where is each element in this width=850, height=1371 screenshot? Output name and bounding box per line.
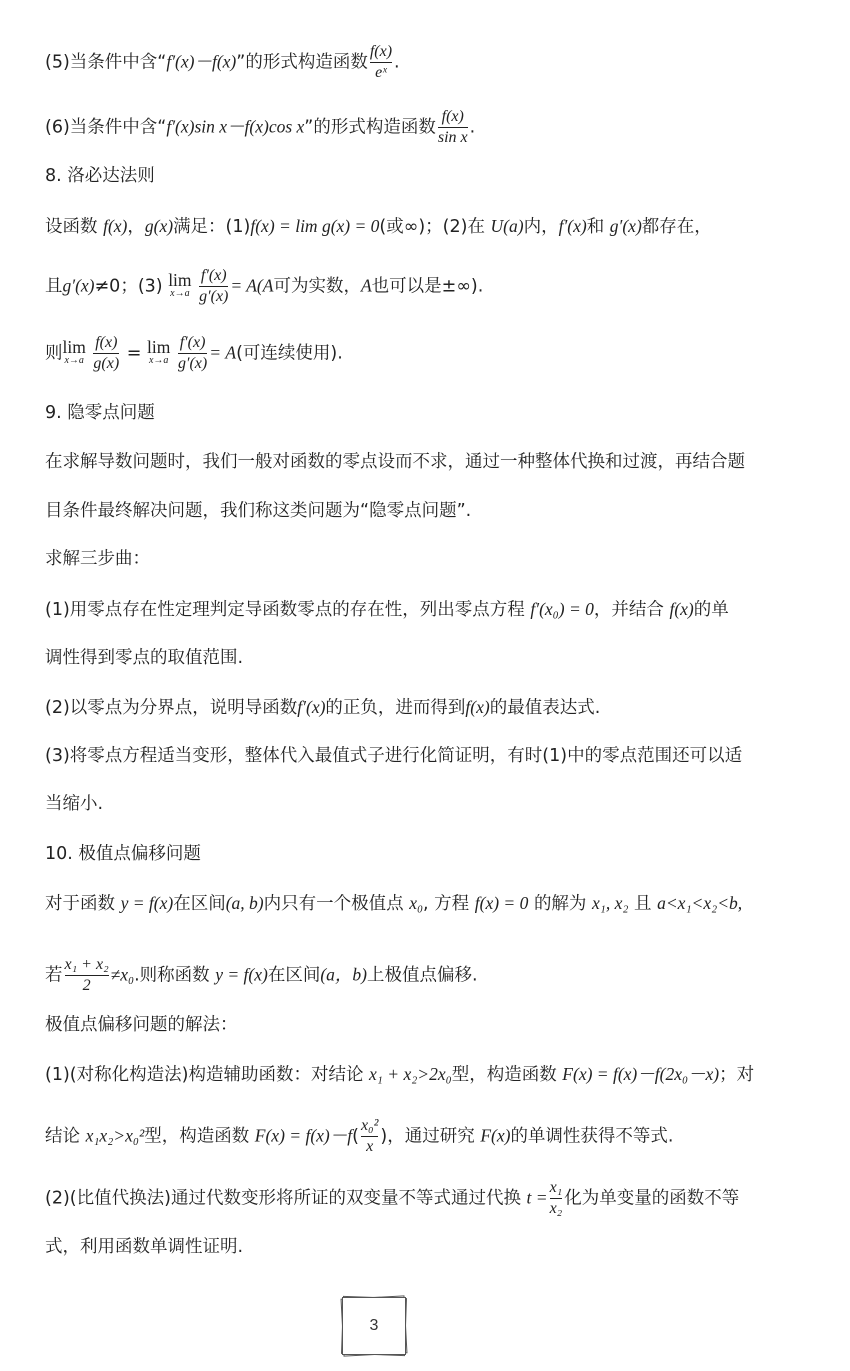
text: (6)当条件中含“ [45, 117, 167, 138]
limit [147, 336, 171, 368]
text: .则称函数 [134, 965, 210, 986]
text: (1)用零点存在性定理判定导函数零点的存在性，列出零点方程 [45, 600, 525, 620]
math: F(x) = f(x)－f [254, 1125, 353, 1146]
text: ≠0；(3) [94, 276, 163, 297]
lim-subscript: x→a [170, 287, 190, 299]
page-number: 3 [369, 1317, 379, 1334]
numerator: x₁ + x₂ [64, 956, 109, 973]
fraction [65, 955, 109, 996]
text: 对于函数 [45, 894, 115, 914]
text: (1)(对称化构造法)构造辅助函数：对结论 [45, 1065, 364, 1085]
numerator: f′(x) [179, 334, 206, 351]
text: 型，构造函数 [451, 1065, 557, 1085]
math: y = f(x) [215, 964, 268, 985]
text: 内， [523, 217, 559, 237]
text: 在求解导数问题时，我们一般对函数的零点设而不求，通过一种整体代换和过渡，再结合题 [45, 452, 745, 472]
line-8c [45, 333, 805, 374]
text: 目条件最终解决问题，我们称这类问题为“隐零点问题”. [45, 501, 472, 521]
text: ，通过研究 [387, 1126, 475, 1147]
lim-word: lim [147, 336, 171, 357]
math: f′(x) [558, 216, 587, 236]
text: ”的形式构造函数 [236, 52, 368, 73]
limit [168, 269, 192, 301]
text: 的最值表达式. [489, 698, 601, 718]
math: F(x) [480, 1125, 511, 1146]
math: f′(x) [297, 697, 326, 717]
math: = [126, 343, 142, 364]
limit [62, 336, 86, 368]
line-10c [45, 1012, 805, 1038]
text: (3)将零点方程适当变形，整体代入最值式子进行化简证明，有时(1)中的零点范围还可以适 [45, 746, 743, 766]
heading-10 [45, 841, 805, 867]
math: g′(x) [609, 216, 642, 236]
line-10e: 结论 x₁x₂>x₀²型，构造函数 F(x) = f(x)－f( $\frac{\text{x₀²}}{x}$ )，通过研究 F(x)的单调性获得不等式. [45, 1117, 674, 1155]
lim-subscript: x→a [64, 354, 84, 366]
math: f′(x₀) = 0 [530, 599, 594, 619]
line-9d [45, 596, 805, 623]
text: 且 [45, 276, 63, 297]
math: (a, b) [225, 893, 264, 913]
math: A [360, 275, 372, 296]
math: = A(A [230, 275, 274, 296]
math: f′(x)sin x－f(x)cos x [166, 116, 305, 137]
math: f(x) [103, 216, 128, 236]
math: t = [526, 1187, 548, 1208]
line-9c [45, 546, 805, 572]
line-9f [45, 694, 805, 721]
math: f(x) = lim g(x) = 0 [250, 216, 380, 236]
text: 的正负，进而得到 [325, 698, 466, 718]
denominator: sin x [437, 129, 468, 146]
denominator: g′(x) [177, 355, 208, 372]
text: 型，构造函数 [144, 1126, 250, 1147]
text: 且 [634, 894, 652, 914]
text: (5)当条件中含“ [45, 52, 167, 73]
fraction [93, 333, 119, 374]
line-9e [45, 645, 805, 671]
text: ，并结合 [593, 600, 664, 620]
math: U(a) [490, 216, 524, 236]
heading-text: 8. 洛必达法则 [45, 166, 155, 186]
line-10b [45, 955, 805, 996]
math: f′(x)－f(x) [166, 51, 237, 72]
text: 调性得到零点的取值范围. [45, 648, 244, 668]
math: a<x₁<x₂<b, [657, 893, 743, 913]
denominator: g′(x) [199, 288, 229, 305]
line-8a: 设函数 f(x)，g(x)满足：(1)f(x) = lim g(x) = 0(或∞)；(2)在 U(a)内，f′(x)和 g′(x)都存在， [45, 216, 712, 237]
text: 可为实数， [273, 276, 361, 297]
fraction [199, 266, 228, 307]
text: 在区间 [267, 965, 321, 986]
denominator: x [366, 1138, 374, 1155]
heading-text: 9. 隐零点问题 [45, 403, 155, 423]
text: 当缩小. [45, 794, 104, 814]
math: g(x) [144, 216, 174, 236]
line-9g [45, 743, 805, 769]
math: f(x) [465, 697, 490, 717]
text: 结论 [45, 1126, 80, 1147]
text: (或∞)；(2)在 [379, 217, 485, 237]
text: 化为单变量的函数不等 [564, 1188, 740, 1209]
text: 和 [586, 217, 605, 237]
math: y = f(x) [120, 893, 174, 913]
math: x₁, x₂ [592, 893, 629, 913]
heading-text: 10. 极值点偏移问题 [45, 844, 201, 864]
math: = A [209, 342, 237, 363]
numerator: f(x) [95, 334, 118, 351]
denominator: eˣ [375, 64, 387, 81]
math: F(x) = f(x)－f(2x₀－x) [562, 1064, 720, 1084]
fraction [438, 107, 468, 148]
text: 的单调性获得不等式. [510, 1126, 674, 1147]
fraction [370, 42, 392, 83]
line-5: (5)当条件中含“f′(x)－f(x)”的形式构造函数 $\frac{f(x)}{\text{eˣ}}$ . [45, 43, 400, 81]
text: 求解三步曲： [45, 549, 150, 569]
text: 的单 [693, 600, 729, 620]
line-6: (6)当条件中含“f′(x)sin x－f(x)cos x”的形式构造函数 $\frac{f(x)}{\text{sin x}}$ . [45, 108, 476, 146]
numerator: f(x) [369, 43, 393, 60]
fraction [361, 1116, 378, 1157]
page-number-badge [342, 1297, 406, 1355]
text: 设函数 [45, 217, 98, 237]
text: (2)以零点为分界点，说明导函数 [45, 698, 298, 718]
text: 在区间 [173, 894, 226, 914]
text: 式，利用函数单调性证明. [45, 1237, 244, 1257]
math: ≠x₀ [110, 964, 135, 985]
text: (2)(比值代换法)通过代数变形将所证的双变量不等式通过代换 [45, 1188, 521, 1209]
denominator: 2 [82, 977, 91, 994]
numerator: x₁ [549, 1179, 563, 1196]
text: 内只有一个极值点 [263, 894, 404, 914]
line-10f [45, 1178, 805, 1219]
math: f(x) [669, 599, 694, 619]
math: g′(x) [62, 275, 95, 296]
fraction [550, 1178, 563, 1219]
text: 满足：(1) [173, 217, 251, 237]
line-9a [45, 449, 805, 475]
text: 都存在， [641, 217, 712, 237]
math: x₁x₂>x₀² [85, 1125, 145, 1146]
math: x₀ [409, 893, 424, 913]
line-8b [45, 266, 805, 307]
line-9h [45, 791, 805, 817]
text: 若 [45, 965, 63, 986]
numerator: x₀² [360, 1117, 379, 1134]
numerator: f(x) [441, 108, 464, 125]
lim-subscript: x→a [148, 354, 169, 366]
line-10a [45, 890, 805, 917]
line-10g [45, 1234, 805, 1260]
fraction [178, 333, 207, 374]
math: (a，b) [320, 964, 368, 985]
text: ；对 [719, 1065, 755, 1085]
numerator: f′(x) [200, 267, 227, 284]
heading-9 [45, 400, 805, 426]
lim-word: lim [168, 269, 192, 290]
text: 极值点偏移问题的解法： [45, 1015, 238, 1035]
heading-8 [45, 163, 805, 189]
lim-word: lim [62, 336, 86, 357]
text: (可连续使用). [236, 343, 343, 364]
text: 的解为 [533, 894, 587, 914]
line-10d [45, 1061, 805, 1088]
text: 上极值点偏移. [367, 965, 478, 986]
line-9b [45, 498, 805, 524]
text: 也可以是±∞). [371, 276, 484, 297]
text: ”的形式构造函数 [304, 117, 436, 138]
math: f(x) = 0 [474, 893, 529, 913]
text: , 方程 [423, 894, 470, 914]
denominator: g(x) [93, 355, 120, 372]
math: x₁ + x₂>2x₀ [369, 1064, 452, 1084]
denominator: x₂ [549, 1200, 563, 1217]
text: 则 [45, 343, 63, 364]
